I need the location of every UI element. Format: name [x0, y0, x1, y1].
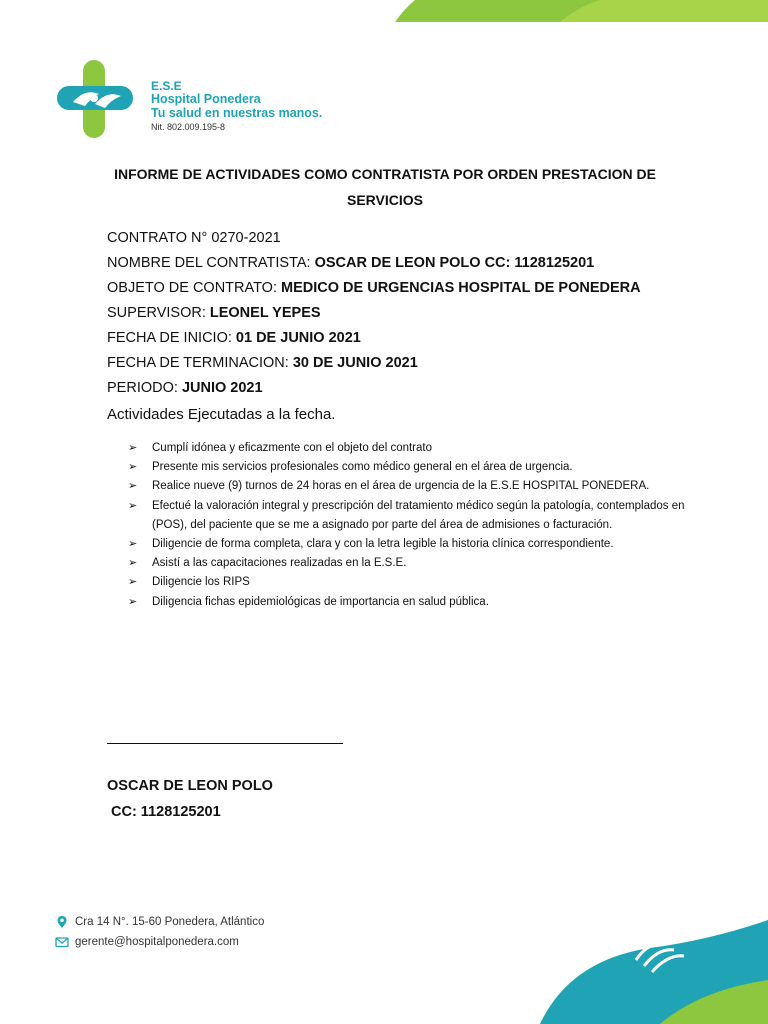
field-fecha-inicio-label: FECHA DE INICIO:	[107, 330, 236, 346]
contract-fields	[107, 226, 727, 427]
field-contrato-value: 0270-2021	[211, 230, 281, 246]
field-fecha-terminacion-label: FECHA DE TERMINACION:	[107, 355, 293, 371]
field-contrato	[107, 226, 727, 251]
activity-text: Presente mis servicios profesionales como médico general en el área de urgencia.	[152, 461, 573, 474]
activity-text: Efectué la valoración integral y prescripción del tratamiento médico según la patología, contemplados en (POS), del paciente que se me a asignado por parte del área de admisiones o facturación.	[152, 499, 685, 531]
logo-ese: E.S.E	[151, 79, 182, 93]
field-contrato-label: CONTRATO N°	[107, 230, 212, 246]
field-objeto	[107, 276, 727, 301]
activity-text: Cumplí idónea y eficazmente con el objeto del contrato	[152, 442, 432, 454]
logo-nit: Nit. 802.009.195-8	[151, 122, 226, 132]
field-periodo	[107, 376, 727, 401]
arrow-bullet-icon: ➢	[128, 499, 138, 512]
list-item	[128, 573, 688, 592]
arrow-bullet-icon: ➢	[128, 461, 138, 474]
list-item	[128, 554, 688, 573]
top-decorative-band	[0, 0, 768, 22]
field-supervisor-label: SUPERVISOR:	[107, 305, 210, 321]
activities-list	[128, 439, 688, 612]
list-item	[128, 458, 688, 477]
signature-cc: CC: 1128125201	[111, 804, 221, 820]
field-fecha-inicio-value: 01 DE JUNIO 2021	[235, 330, 361, 346]
mail-icon	[55, 935, 69, 949]
field-objeto-label: OBJETO DE CONTRATO:	[107, 280, 282, 296]
signature-name: OSCAR DE LEON POLO	[107, 778, 273, 794]
arrow-bullet-icon: ➢	[128, 538, 138, 551]
activity-text: Diligencia fichas epidemiológicas de importancia en salud pública.	[152, 595, 489, 608]
location-pin-icon	[55, 915, 69, 929]
logo-text-block	[151, 80, 322, 133]
list-item	[128, 497, 688, 535]
field-contratista-label: NOMBRE DEL CONTRATISTA:	[107, 255, 315, 271]
arrow-bullet-icon: ➢	[128, 595, 138, 608]
field-contratista	[107, 251, 727, 276]
footer-email	[55, 934, 239, 950]
arrow-bullet-icon: ➢	[128, 480, 138, 493]
arrow-bullet-icon: ➢	[128, 557, 138, 570]
field-objeto-value: MEDICO DE URGENCIAS HOSPITAL DE PONEDERA	[281, 280, 641, 296]
footer-address	[55, 914, 264, 930]
logo-slogan: Tu salud en nuestras manos.	[151, 106, 323, 120]
arrow-bullet-icon: ➢	[128, 576, 138, 589]
activity-text: Diligencie de forma completa, clara y con la letra legible la historia clínica correspondiente.	[152, 538, 614, 551]
field-supervisor	[107, 301, 727, 326]
logo-hospital-name: Hospital Ponedera	[151, 92, 261, 106]
footer-email-text: gerente@hospitalponedera.com	[75, 936, 239, 948]
footer-address-text: Cra 14 N°. 15-60 Ponedera, Atlántico	[75, 916, 265, 928]
activity-text: Asistí a las capacitaciones realizadas en la E.S.E.	[152, 557, 407, 570]
field-fecha-terminacion-value: 30 DE JUNIO 2021	[292, 355, 418, 371]
document-title: INFORME DE ACTIVIDADES COMO CONTRATISTA POR ORDEN PRESTACION DE SERVICIOS	[114, 166, 656, 208]
activity-text: Diligencie los RIPS	[152, 576, 250, 589]
field-periodo-value: JUNIO 2021	[181, 380, 263, 396]
field-fecha-terminacion	[107, 351, 727, 376]
activity-text: Realice nueve (9) turnos de 24 horas en el área de urgencia de la E.S.E HOSPITAL PONEDERA.	[152, 480, 650, 493]
signature-line	[107, 743, 343, 744]
arrow-bullet-icon: ➢	[128, 442, 138, 454]
list-item	[128, 535, 688, 554]
list-item	[128, 477, 688, 496]
hospital-logo-icon	[55, 58, 135, 140]
field-periodo-label: PERIODO:	[107, 380, 182, 396]
list-item	[128, 593, 688, 612]
bottom-decorative-wave	[540, 920, 768, 1024]
list-item	[128, 439, 688, 458]
field-supervisor-value: LEONEL YEPES	[209, 305, 321, 321]
field-contratista-value: OSCAR DE LEON POLO CC: 1128125201	[314, 255, 595, 271]
field-fecha-inicio	[107, 326, 727, 351]
activities-title: Actividades Ejecutadas a la fecha.	[107, 406, 336, 423]
